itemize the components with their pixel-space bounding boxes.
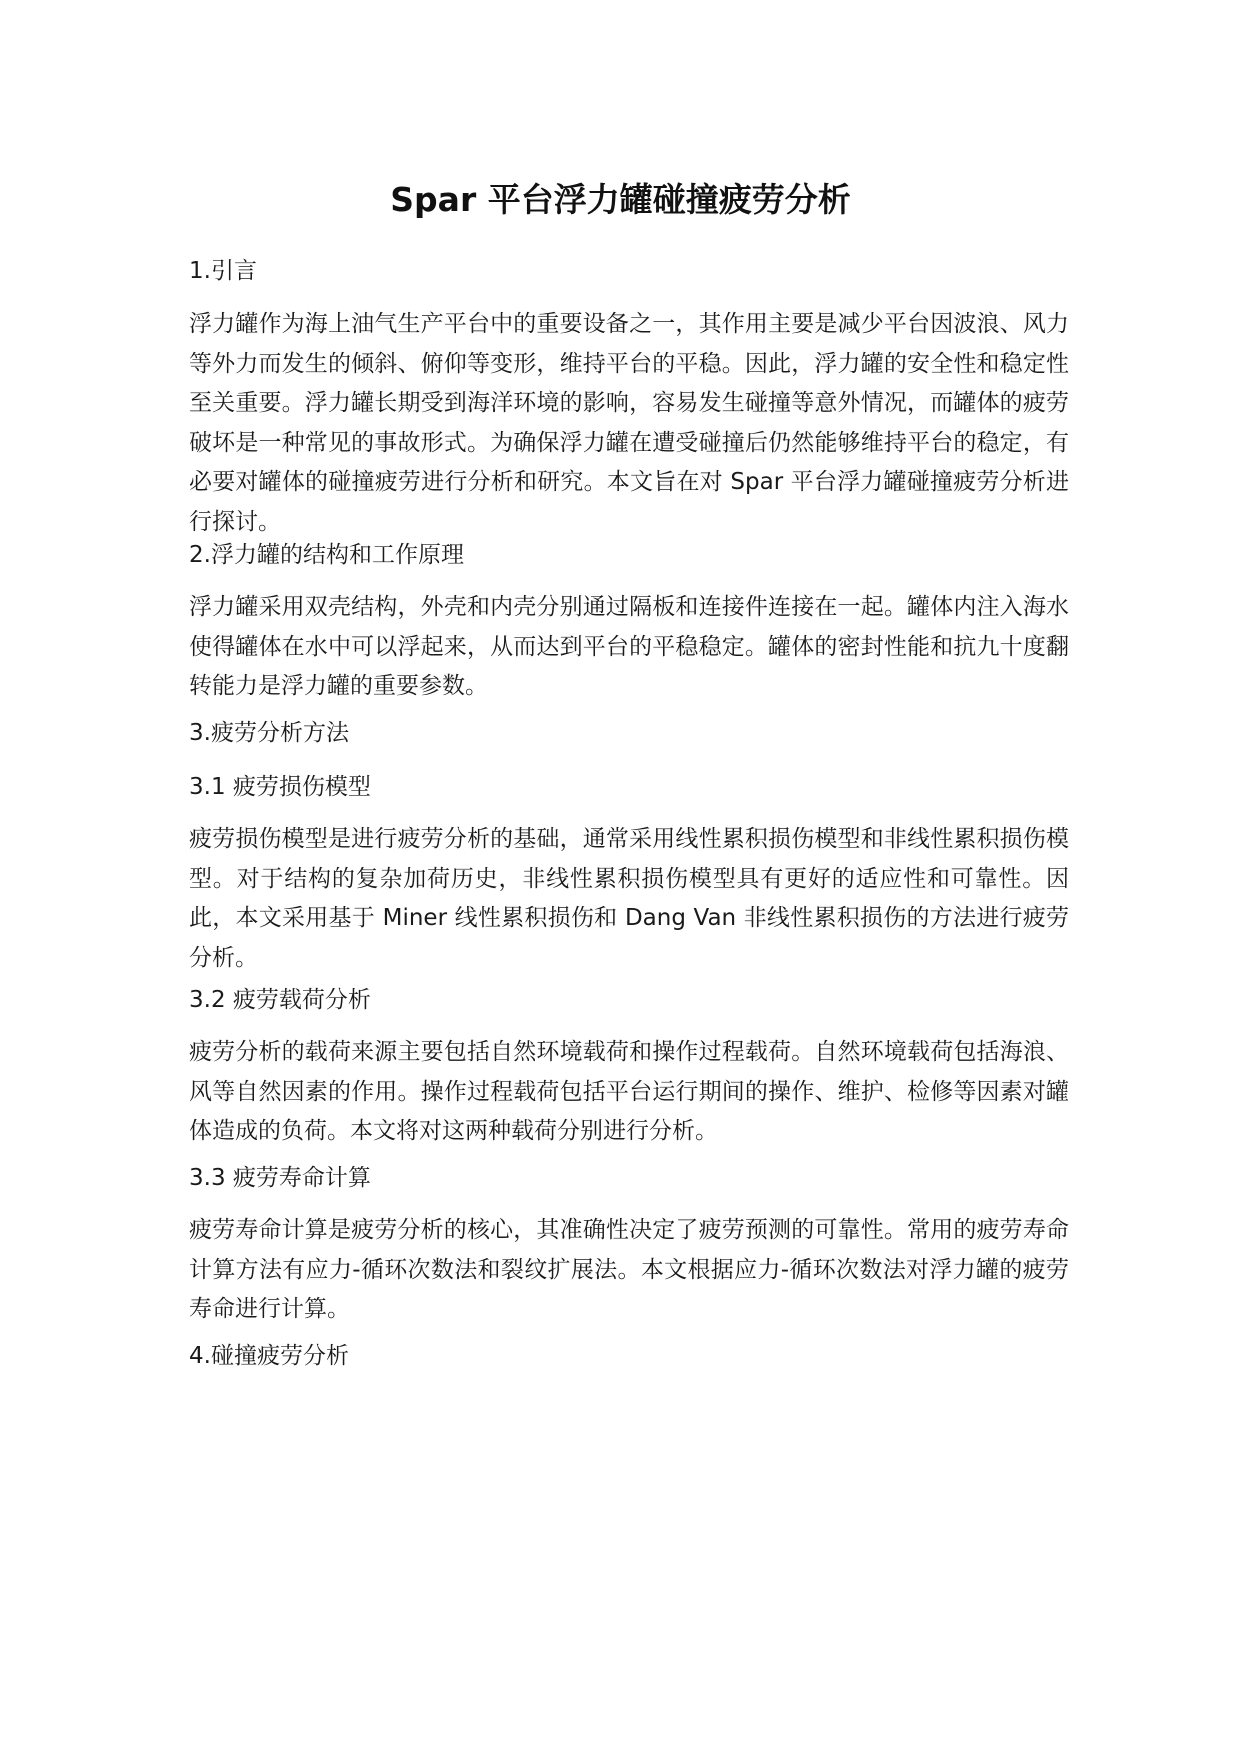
subsection-heading-damage-model: 3.1 疲劳损伤模型 [189, 774, 371, 800]
section-heading-collision-fatigue: 4.碰撞疲劳分析 [189, 1343, 349, 1369]
paragraph-structure: 浮力罐采用双壳结构，外壳和内壳分别通过隔板和连接件连接在一起。罐体内注入海水使得罐体在水中可以浮起来，从而达到平台的平稳稳定。罐体的密封性能和抗九十度翻转能力是浮力罐的重要参数。 [189, 594, 1069, 699]
paragraph-damage-model: 疲劳损伤模型是进行疲劳分析的基础，通常采用线性累积损伤模型和非线性累积损伤模型。对于结构的复杂加荷历史，非线性累积损伤模型具有更好的适应性和可靠性。因此，本文采用基于 Miner 线性累积损伤和 Dang Van 非线性累积损伤的方法进行疲劳分析。 [189, 826, 1069, 971]
section-heading-structure: 2.浮力罐的结构和工作原理 [189, 542, 464, 568]
section-heading-introduction: 1.引言 [189, 258, 257, 284]
paragraph-fatigue-life: 疲劳寿命计算是疲劳分析的核心，其准确性决定了疲劳预测的可靠性。常用的疲劳寿命计算方法有应力-循环次数法和裂纹扩展法。本文根据应力-循环次数法对浮力罐的疲劳寿命进行计算。 [189, 1217, 1069, 1322]
section-heading-fatigue-methods: 3.疲劳分析方法 [189, 720, 349, 746]
subsection-heading-load-analysis: 3.2 疲劳载荷分析 [189, 987, 371, 1013]
subsection-heading-fatigue-life: 3.3 疲劳寿命计算 [189, 1165, 371, 1191]
paragraph-introduction: 浮力罐作为海上油气生产平台中的重要设备之一，其作用主要是减少平台因波浪、风力等外力而发生的倾斜、俯仰等变形，维持平台的平稳。因此，浮力罐的安全性和稳定性至关重要。浮力罐长期受到海洋环境的影响，容易发生碰撞等意外情况，而罐体的疲劳破坏是一种常见的事故形式。为确保浮力罐在遭受碰撞后仍然能够维持平台的稳定，有必要对罐体的碰撞疲劳进行分析和研究。本文旨在对 Spar 平台浮力罐碰撞疲劳分析进行探讨。 [189, 311, 1069, 535]
paragraph-load-analysis: 疲劳分析的载荷来源主要包括自然环境载荷和操作过程载荷。自然环境载荷包括海浪、风等自然因素的作用。操作过程载荷包括平台运行期间的操作、维护、检修等因素对罐体造成的负荷。本文将对这两种载荷分别进行分析。 [189, 1039, 1069, 1144]
document-title: Spar 平台浮力罐碰撞疲劳分析 [390, 180, 851, 219]
